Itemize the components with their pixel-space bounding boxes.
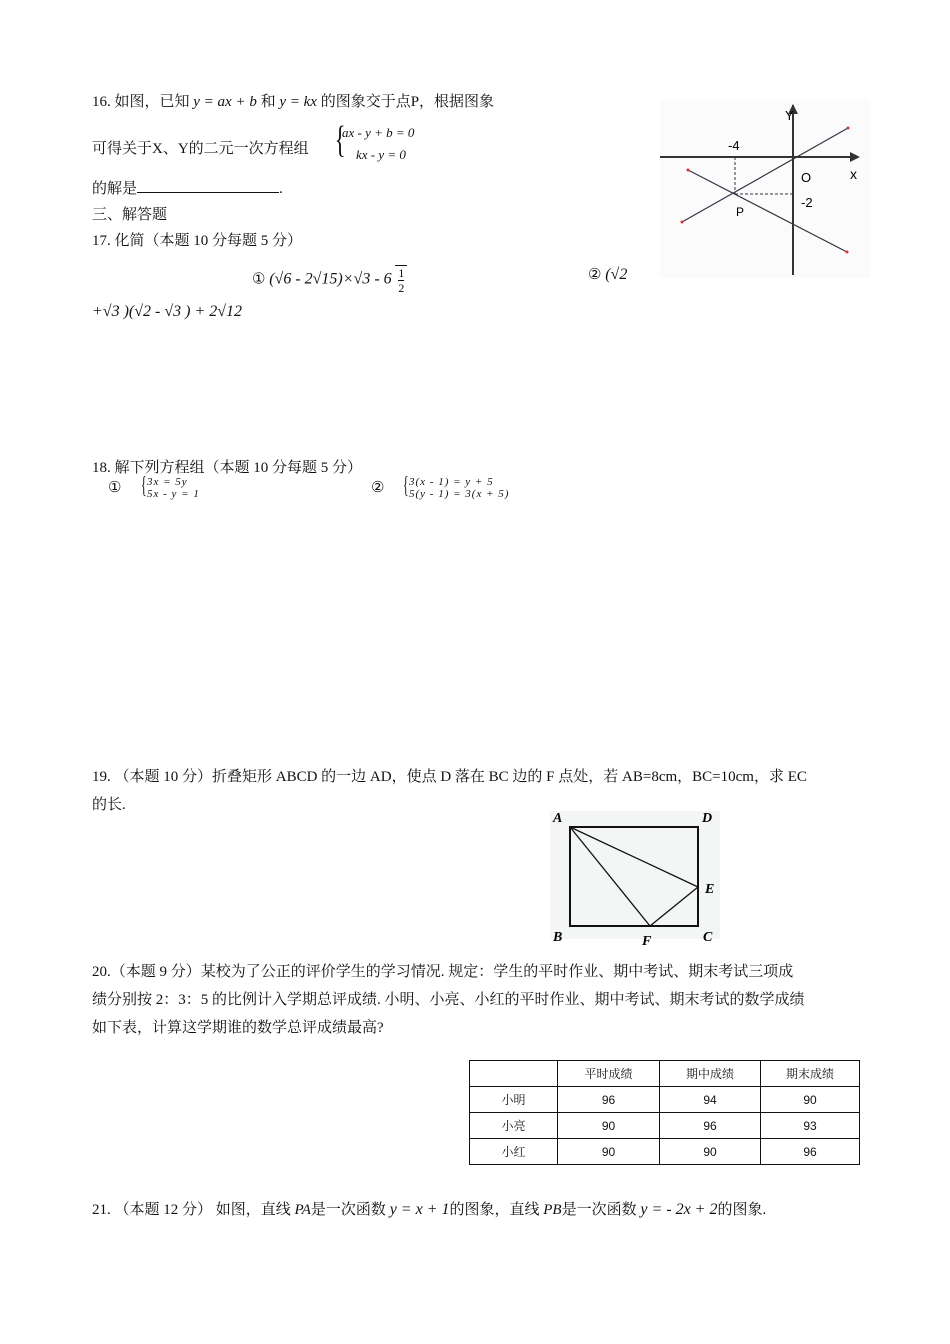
q18-item1-num: ① xyxy=(108,480,122,496)
score-table xyxy=(469,1060,860,1165)
graph-label-p: P xyxy=(736,205,745,219)
q17-item1-fraction xyxy=(395,265,407,295)
graph-label-neg2: -2 xyxy=(801,195,813,210)
q20-line2: 绩分别按 2：3：5 的比例计入学期总评成绩. 小明、小亮、小红的平时作业、期中考试、期末考试的数学成绩 xyxy=(92,992,805,1008)
q18-item1-brace: { xyxy=(140,473,147,499)
q18-item2-brace: { xyxy=(402,473,409,499)
table-cell: 96 xyxy=(558,1087,660,1113)
student-name: 小明 xyxy=(470,1087,558,1113)
q21-pb: PB xyxy=(543,1202,562,1218)
q21-pa: PA xyxy=(294,1202,311,1218)
q16-graph xyxy=(660,100,870,278)
answer-blank[interactable] xyxy=(137,178,279,193)
table-header-row xyxy=(470,1061,860,1087)
q18-item1-l2: 5x - y = 1 xyxy=(147,488,200,500)
table-row xyxy=(470,1139,860,1165)
section-3-title: 三、解答题 xyxy=(92,207,168,223)
q21-end: 的图象. xyxy=(717,1202,767,1218)
graph-label-y: Y xyxy=(785,108,794,123)
table-cell: 90 xyxy=(761,1087,860,1113)
q17-item2 xyxy=(588,265,627,284)
graph-label-neg4: -4 xyxy=(728,138,740,153)
q16-sys-1: ax - y + b = 0 xyxy=(342,125,415,140)
q16-sys-2: kx - y = 0 xyxy=(356,147,406,162)
table-cell: 94 xyxy=(660,1087,761,1113)
q16-line3-end: . xyxy=(279,181,283,197)
q20-line1: 20.（本题 9 分）某校为了公正的评价学生的学习情况. 规定：学生的平时作业、期中考试、期末考试三项成 xyxy=(92,964,794,980)
q17-title: 17. 化简（本题 10 分每题 5 分） xyxy=(92,233,303,249)
q16-and: 和 xyxy=(260,94,276,110)
table-cell: 90 xyxy=(558,1139,660,1165)
q18-title: 18. 解下列方程组（本题 10 分每题 5 分） xyxy=(92,460,363,476)
q19-line1: 19. （本题 10 分）折叠矩形 ABCD 的一边 AD，使点 D 落在 BC 边的 F 点处，若 AB=8cm，BC=10cm，求 EC xyxy=(92,769,807,785)
table-cell: 96 xyxy=(660,1113,761,1139)
q18-item2-l1: 3(x - 1) = y + 5 xyxy=(409,476,494,488)
label-c: C xyxy=(703,930,713,945)
header-cell: 期末成绩 xyxy=(761,1061,860,1087)
q18-item2-num: ② xyxy=(371,480,385,496)
student-name: 小亮 xyxy=(470,1113,558,1139)
table-cell: 90 xyxy=(558,1113,660,1139)
header-cell: 平时成绩 xyxy=(558,1061,660,1087)
graph-label-x: x xyxy=(850,166,857,182)
q16-line3 xyxy=(92,177,283,198)
q17-item2-num: ② xyxy=(588,267,602,283)
q21-mid3: 是一次函数 xyxy=(561,1202,637,1218)
q19-line2: 的长. xyxy=(92,797,126,813)
q16-eq-b: y = kx xyxy=(279,94,317,110)
student-name: 小红 xyxy=(470,1139,558,1165)
q21-eq1: y = x + 1 xyxy=(389,1201,450,1218)
q16-line1 xyxy=(92,90,494,111)
q21-line xyxy=(92,1198,766,1219)
q21-eq2: y = - 2x + 2 xyxy=(640,1201,718,1218)
q16-line3-text: 的解是 xyxy=(92,181,138,197)
q16-line1-end: 的图象交于点P，根据图象 xyxy=(320,94,495,110)
header-cell: 期中成绩 xyxy=(660,1061,761,1087)
table-row xyxy=(470,1113,860,1139)
table-cell: 96 xyxy=(761,1139,860,1165)
header-cell xyxy=(470,1061,558,1087)
label-f: F xyxy=(642,934,652,949)
q17-item1-expr: (√6 - 2√15)×√3 - 6 xyxy=(269,270,392,288)
q18-item1-system xyxy=(147,476,200,500)
q16-brace: { xyxy=(334,119,346,161)
q16-line2: 可得关于X、Y的二元一次方程组 xyxy=(92,141,309,157)
q17-frac-den: 2 xyxy=(398,281,405,295)
graph-bg xyxy=(660,100,870,278)
q16-system xyxy=(342,122,414,166)
q17-item1 xyxy=(252,265,407,295)
q17-item1-num: ① xyxy=(252,271,266,288)
table-row xyxy=(470,1087,860,1113)
q17-item2-cont: +√3 )(√2 - √3 ) + 2√12 xyxy=(92,303,243,320)
q18-item1-l1: 3x = 5y xyxy=(147,476,188,488)
label-d: D xyxy=(702,811,713,826)
q18-item2-system xyxy=(409,476,509,500)
graph-label-o: O xyxy=(801,170,812,185)
q17-frac-num: 1 xyxy=(398,266,405,280)
q17-item2-start: (√2 xyxy=(605,266,628,283)
label-e: E xyxy=(705,882,715,897)
q20-line3: 如下表，计算这学期谁的数学总评成绩最高? xyxy=(92,1020,384,1036)
q21-start: 21. （本题 12 分） 如图，直线 xyxy=(92,1202,291,1218)
q18-item2-l2: 5(y - 1) = 3(x + 5) xyxy=(409,488,510,500)
q21-mid2: 的图象，直线 xyxy=(449,1202,540,1218)
q21-mid1: 是一次函数 xyxy=(310,1202,386,1218)
table-cell: 90 xyxy=(660,1139,761,1165)
q16-line1-text: 16. 如图，已知 xyxy=(92,94,190,110)
label-a: A xyxy=(553,811,563,826)
q16-eq-a: y = ax + b xyxy=(193,94,257,110)
table-cell: 93 xyxy=(761,1113,860,1139)
q19-figure xyxy=(545,803,725,951)
label-b: B xyxy=(553,930,563,945)
